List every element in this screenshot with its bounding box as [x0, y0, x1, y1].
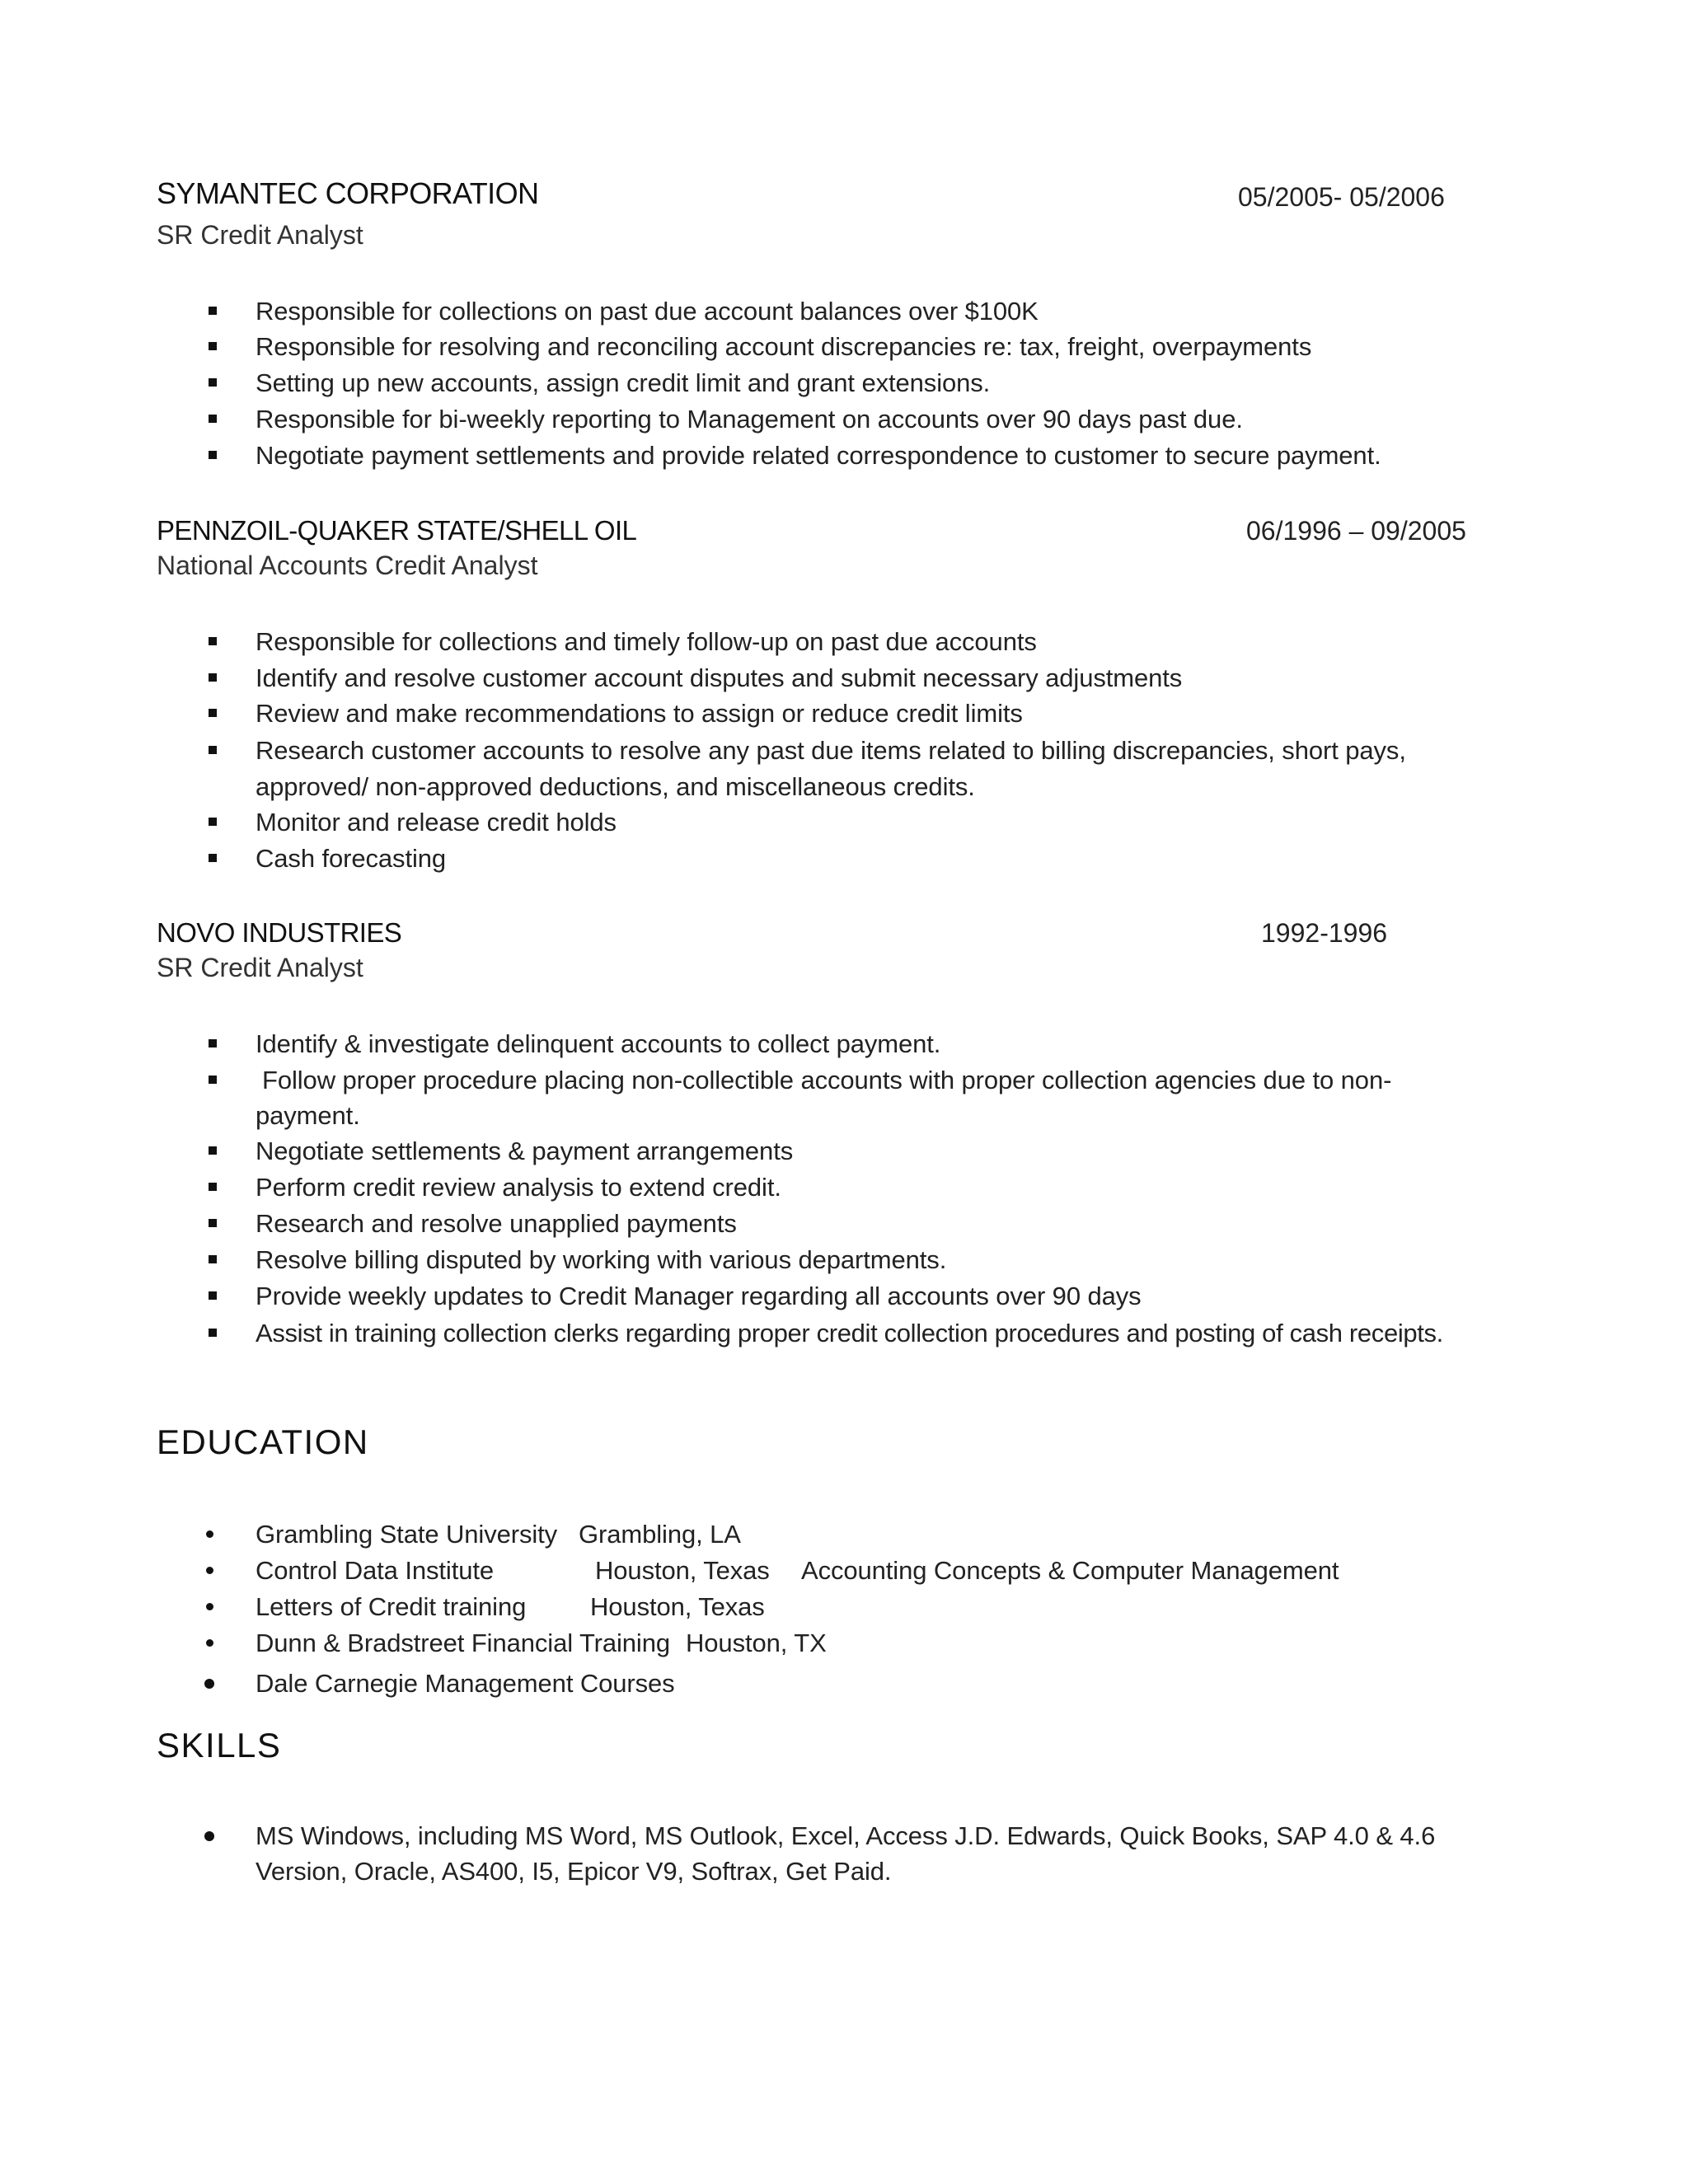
job-bullet: Negotiate settlements & payment arrangements [256, 1137, 794, 1165]
job-dates: 1992-1996 [1261, 918, 1388, 948]
square-bullet-icon [209, 415, 217, 423]
square-bullet-icon [209, 1146, 217, 1155]
square-bullet-icon [209, 307, 217, 315]
skills-heading: SKILLS [157, 1726, 282, 1765]
education-location: Houston, TX [686, 1629, 827, 1657]
square-bullet-icon [209, 746, 217, 754]
skills-line: MS Windows, including MS Word, MS Outlook, Excel, Access J.D. Edwards, Quick Books, SAP 4.0 & 4.6 [256, 1821, 1436, 1850]
skills-line-continuation: Version, Oracle, AS400, I5, Epicor V9, Softrax, Get Paid. [256, 1857, 892, 1886]
square-bullet-icon [209, 1076, 217, 1084]
job-bullet: Provide weekly updates to Credit Manager regarding all accounts over 90 days [256, 1282, 1142, 1310]
job-bullet: Follow proper procedure placing non-collectible accounts with proper collection agencies due to non- [262, 1066, 1392, 1094]
job-bullet: Assist in training collection clerks regarding proper credit collection procedures and posting of cash receipts. [256, 1319, 1443, 1347]
square-bullet-icon [209, 673, 217, 682]
job-title: National Accounts Credit Analyst [157, 551, 538, 580]
job-bullet: Resolve billing disputed by working with various departments. [256, 1245, 947, 1274]
square-bullet-icon [209, 1183, 217, 1191]
job-company: SYMANTEC CORPORATION [157, 176, 539, 210]
square-bullet-icon [209, 1291, 217, 1300]
job-bullet: Responsible for collections on past due account balances over $100K [256, 297, 1039, 326]
education-school: Dale Carnegie Management Courses [256, 1669, 675, 1698]
education-location: Houston, Texas [595, 1556, 770, 1585]
square-bullet-icon [209, 1039, 217, 1047]
square-bullet-icon [209, 1219, 217, 1227]
round-bullet-icon [206, 1567, 213, 1574]
job-bullet: Responsible for bi-weekly reporting to Management on accounts over 90 days past due. [256, 405, 1243, 434]
job-title: SR Credit Analyst [157, 220, 363, 250]
job-bullet: Responsible for collections and timely follow-up on past due accounts [256, 627, 1037, 656]
education-location: Grambling, LA [579, 1520, 741, 1549]
job-bullet: Research and resolve unapplied payments [256, 1209, 737, 1238]
square-bullet-icon [209, 1329, 217, 1337]
job-bullet: Identify & investigate delinquent accounts to collect payment. [256, 1029, 941, 1058]
job-bullet: Monitor and release credit holds [256, 808, 617, 837]
job-dates: 05/2005- 05/2006 [1238, 182, 1445, 212]
square-bullet-icon [209, 637, 217, 645]
square-bullet-icon [209, 854, 217, 862]
education-school: Control Data Institute [256, 1556, 495, 1585]
job-dates: 06/1996 – 09/2005 [1246, 516, 1466, 546]
job-bullet-continuation: payment. [256, 1101, 360, 1130]
square-bullet-icon [209, 818, 217, 826]
square-bullet-icon [209, 342, 217, 350]
education-location: Houston, Texas [590, 1592, 765, 1621]
job-bullet: Negotiate payment settlements and provide related correspondence to customer to secure payment. [256, 441, 1381, 470]
job-bullet: Responsible for resolving and reconciling account discrepancies re: tax, freight, overpayments [256, 332, 1312, 361]
round-bullet-icon [204, 1831, 214, 1841]
job-bullet: Setting up new accounts, assign credit limit and grant extensions. [256, 368, 991, 397]
square-bullet-icon [209, 378, 217, 387]
round-bullet-icon [204, 1679, 214, 1689]
education-school: Letters of Credit training [256, 1592, 527, 1621]
education-school: Grambling State University [256, 1520, 558, 1549]
job-title: SR Credit Analyst [157, 953, 363, 982]
job-bullet-continuation: approved/ non-approved deductions, and miscellaneous credits. [256, 772, 975, 801]
education-school: Dunn & Bradstreet Financial Training [256, 1629, 670, 1657]
job-bullet: Research customer accounts to resolve any past due items related to billing discrepancies, short pays, [256, 736, 1406, 765]
job-bullet: Identify and resolve customer account disputes and submit necessary adjustments [256, 663, 1183, 692]
round-bullet-icon [206, 1603, 213, 1610]
job-bullet: Review and make recommendations to assign or reduce credit limits [256, 699, 1023, 728]
job-bullet: Cash forecasting [256, 844, 447, 873]
square-bullet-icon [209, 1255, 217, 1263]
round-bullet-icon [206, 1530, 213, 1538]
square-bullet-icon [209, 451, 217, 459]
round-bullet-icon [206, 1639, 213, 1647]
job-company: PENNZOIL-QUAKER STATE/SHELL OIL [157, 515, 637, 546]
job-company: NOVO INDUSTRIES [157, 917, 402, 948]
education-program: Accounting Concepts & Computer Management [801, 1556, 1339, 1585]
job-bullet: Perform credit review analysis to extend credit. [256, 1173, 781, 1202]
square-bullet-icon [209, 709, 217, 717]
education-heading: EDUCATION [157, 1422, 369, 1461]
